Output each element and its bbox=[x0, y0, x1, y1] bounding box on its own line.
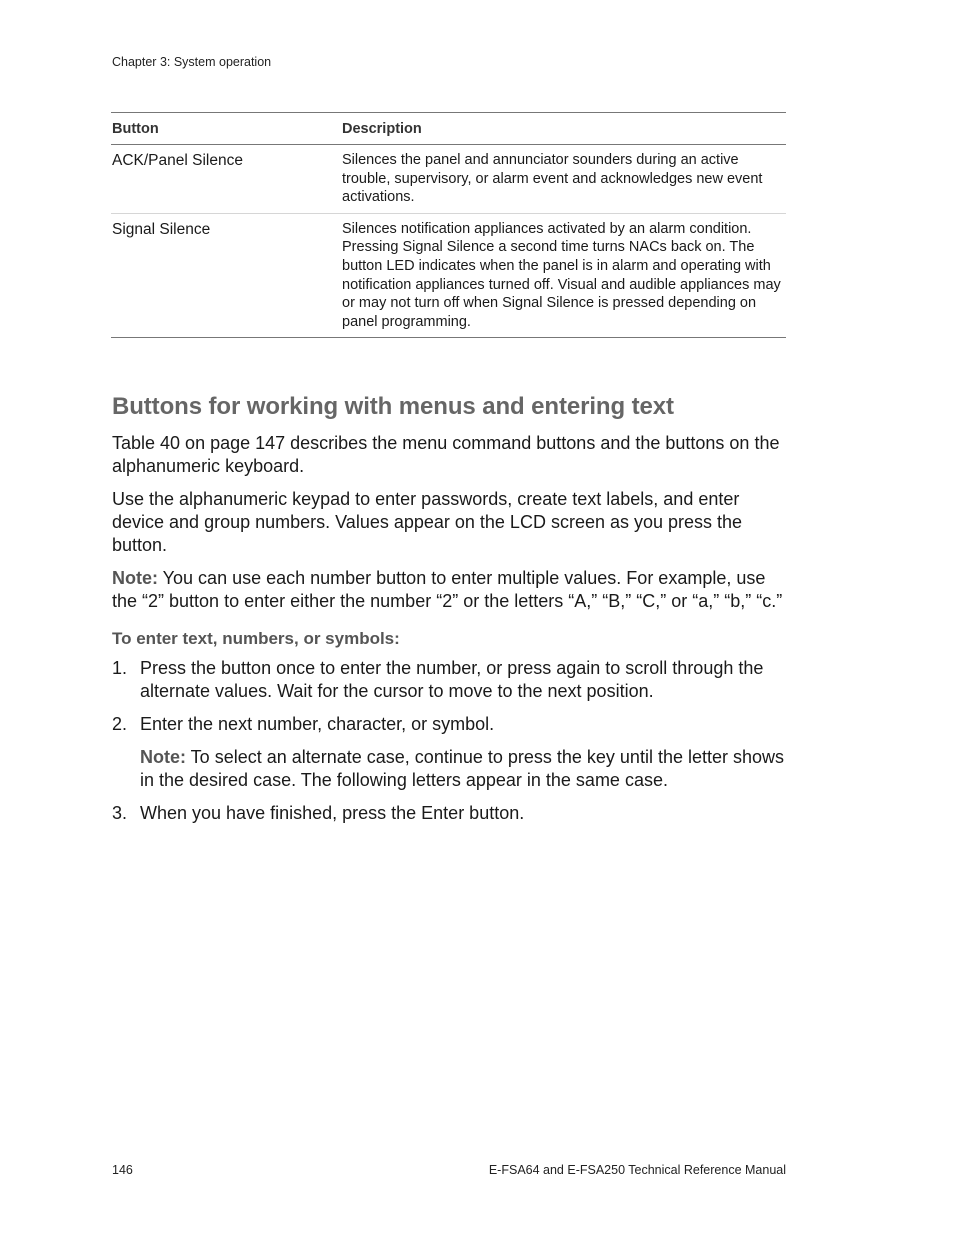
step-note-paragraph bbox=[112, 746, 786, 792]
button-name-cell: ACK/Panel Silence bbox=[112, 152, 243, 169]
column-header-button: Button bbox=[112, 120, 159, 137]
list-item bbox=[112, 657, 786, 703]
step-number: 1. bbox=[112, 658, 128, 678]
list-item bbox=[112, 802, 786, 825]
keypad-paragraph: Use the alphanumeric keypad to enter passwords, create text labels, and enter device and group numbers. Values appear on the LCD screen as you press the button. bbox=[112, 489, 743, 555]
list-item bbox=[112, 713, 786, 736]
note-text: To select an alternate case, continue to press the key until the letter shows in the desired case. The following letters appear in the same case. bbox=[140, 747, 785, 790]
step-text: Enter the next number, character, or symbol. bbox=[140, 714, 495, 734]
table-header-row bbox=[111, 113, 786, 145]
table-row bbox=[111, 213, 786, 338]
step-number: 3. bbox=[112, 803, 128, 823]
button-name-cell: Signal Silence bbox=[112, 220, 211, 238]
page-number: 146 bbox=[112, 1163, 133, 1177]
manual-title: E-FSA64 and E-FSA250 Technical Reference Manual bbox=[488, 1163, 786, 1177]
note-label: Note: bbox=[112, 568, 158, 588]
section-heading: Buttons for working with menus and entering text bbox=[112, 393, 674, 420]
note-label: Note: bbox=[140, 747, 186, 767]
note-paragraph bbox=[112, 567, 786, 613]
section-content bbox=[112, 392, 786, 835]
procedure-steps-continued bbox=[112, 802, 786, 825]
step-text: Press the button once to enter the number, or press again to scroll through the alternate values. Wait for the cursor to move to the next position. bbox=[140, 658, 764, 701]
column-header-description: Description bbox=[342, 120, 422, 137]
intro-paragraph: Table 40 on page 147 describes the menu command buttons and the buttons on the alphanumeric keyboard. bbox=[112, 433, 780, 476]
procedure-title: To enter text, numbers, or symbols: bbox=[112, 629, 400, 648]
step-number: 2. bbox=[112, 714, 128, 734]
button-description-table bbox=[111, 112, 786, 338]
note-text: You can use each number button to enter multiple values. For example, use the “2” button to enter either the number “2” or the letters “A,” “B,” “C,” or “a,” “b,” “c.” bbox=[112, 568, 783, 611]
table-row bbox=[111, 145, 786, 214]
description-cell: Silences the panel and annunciator sounders during an active trouble, supervisory, or alarm event and acknowledges new event activations. bbox=[342, 152, 763, 206]
step-text: When you have finished, press the Enter button. bbox=[140, 803, 525, 823]
procedure-steps bbox=[112, 657, 786, 736]
description-cell: Silences notification appliances activated by an alarm condition. Pressing Signal Silence a second time turns NACs back on. The button LED indicates when the panel is in alarm and operating with notification appliances turned off. Visual and audible appliances may or may not turn off when Signal Silence is pressed depending on panel programming. bbox=[342, 220, 781, 330]
running-header: Chapter 3: System operation bbox=[112, 55, 272, 69]
